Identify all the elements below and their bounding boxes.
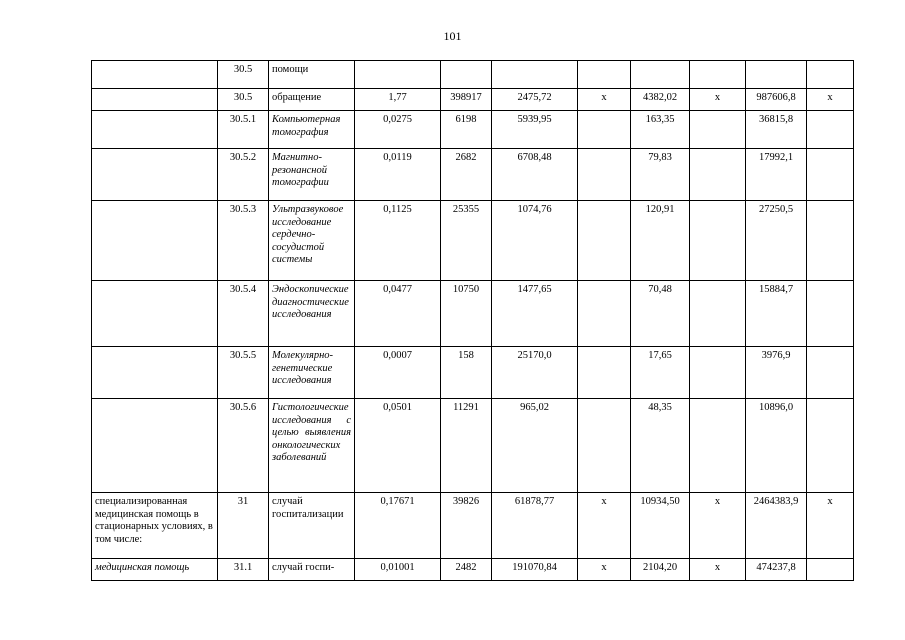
count-cell: 10750 (441, 281, 492, 347)
cost-x-cell (578, 61, 631, 89)
number-cell: 30.5.1 (218, 111, 269, 149)
norm-cell: 0,01001 (355, 559, 441, 581)
count-cell: 11291 (441, 399, 492, 493)
name-cell: помощи (269, 61, 355, 89)
table-row (92, 493, 854, 559)
table-row (92, 399, 854, 493)
number-cell: 30.5.6 (218, 399, 269, 493)
total-x-cell (807, 149, 854, 201)
norm-cell: 1,77 (355, 89, 441, 111)
cost-cell: 1074,76 (492, 201, 578, 281)
cost-cell: 6708,48 (492, 149, 578, 201)
cost-cell: 5939,95 (492, 111, 578, 149)
per-capita-cell: 10934,50 (631, 493, 690, 559)
cost-cell: 2475,72 (492, 89, 578, 111)
per-capita-x-cell (690, 61, 746, 89)
per-capita-cell: 70,48 (631, 281, 690, 347)
cost-cell: 965,02 (492, 399, 578, 493)
name-cell: Ультразвуковое исследование сердечно-сосудистой системы (269, 201, 355, 281)
profile-cell (92, 201, 218, 281)
count-cell: 25355 (441, 201, 492, 281)
count-cell: 2482 (441, 559, 492, 581)
total-x-cell (807, 559, 854, 581)
total-cell: 3976,9 (746, 347, 807, 399)
cost-x-cell (578, 149, 631, 201)
cost-x-cell: x (578, 559, 631, 581)
profile-cell (92, 149, 218, 201)
total-cell: 2464383,9 (746, 493, 807, 559)
count-cell: 39826 (441, 493, 492, 559)
name-cell: обращение (269, 89, 355, 111)
per-capita-cell: 163,35 (631, 111, 690, 149)
name-cell: случай госпи- (269, 559, 355, 581)
per-capita-x-cell: x (690, 493, 746, 559)
total-x-cell: x (807, 493, 854, 559)
count-cell: 158 (441, 347, 492, 399)
norm-cell: 0,0119 (355, 149, 441, 201)
per-capita-x-cell (690, 201, 746, 281)
cost-x-cell (578, 281, 631, 347)
cost-cell: 25170,0 (492, 347, 578, 399)
norm-cell: 0,0477 (355, 281, 441, 347)
cost-cell: 61878,77 (492, 493, 578, 559)
number-cell: 30.5.2 (218, 149, 269, 201)
cost-x-cell (578, 201, 631, 281)
per-capita-cell: 4382,02 (631, 89, 690, 111)
number-cell: 30.5.4 (218, 281, 269, 347)
count-cell (441, 61, 492, 89)
number-cell: 31.1 (218, 559, 269, 581)
per-capita-x-cell: x (690, 89, 746, 111)
total-x-cell (807, 111, 854, 149)
profile-cell (92, 111, 218, 149)
cost-x-cell: x (578, 493, 631, 559)
norm-cell: 0,0275 (355, 111, 441, 149)
norm-cell: 0,0007 (355, 347, 441, 399)
cost-x-cell (578, 111, 631, 149)
per-capita-x-cell (690, 399, 746, 493)
profile-cell: медицинская помощь (92, 559, 218, 581)
total-cell: 27250,5 (746, 201, 807, 281)
cost-cell (492, 61, 578, 89)
cost-x-cell (578, 347, 631, 399)
table-row (92, 281, 854, 347)
total-cell: 474237,8 (746, 559, 807, 581)
total-x-cell (807, 61, 854, 89)
name-cell: Эндоскопические диагностические исследования (269, 281, 355, 347)
page-number: 101 (443, 29, 462, 43)
total-cell: 36815,8 (746, 111, 807, 149)
total-cell: 15884,7 (746, 281, 807, 347)
table-row (92, 111, 854, 149)
name-cell: Молекулярно-генетические исследования (269, 347, 355, 399)
total-cell: 987606,8 (746, 89, 807, 111)
total-x-cell (807, 201, 854, 281)
norm-cell: 0,1125 (355, 201, 441, 281)
name-cell: Компьютерная томография (269, 111, 355, 149)
number-cell: 30.5.3 (218, 201, 269, 281)
per-capita-cell: 48,35 (631, 399, 690, 493)
total-x-cell (807, 399, 854, 493)
total-x-cell (807, 281, 854, 347)
per-capita-cell: 79,83 (631, 149, 690, 201)
table-row (92, 559, 854, 581)
norm-cell: 0,17671 (355, 493, 441, 559)
count-cell: 2682 (441, 149, 492, 201)
tariff-table (91, 60, 854, 581)
number-cell: 31 (218, 493, 269, 559)
profile-cell (92, 399, 218, 493)
number-cell: 30.5.5 (218, 347, 269, 399)
name-cell: Магнитно-резонансной томографии (269, 149, 355, 201)
name-cell: Гистологические исследования с целью выявления онкологических заболеваний (269, 399, 355, 493)
cost-x-cell (578, 399, 631, 493)
table-row (92, 201, 854, 281)
profile-cell (92, 347, 218, 399)
table-row (92, 149, 854, 201)
per-capita-x-cell (690, 281, 746, 347)
count-cell: 398917 (441, 89, 492, 111)
per-capita-x-cell (690, 149, 746, 201)
per-capita-x-cell (690, 111, 746, 149)
norm-cell (355, 61, 441, 89)
profile-cell (92, 89, 218, 111)
number-cell: 30.5 (218, 61, 269, 89)
table-row (92, 347, 854, 399)
profile-cell (92, 61, 218, 89)
number-cell: 30.5 (218, 89, 269, 111)
profile-cell (92, 281, 218, 347)
cost-cell: 191070,84 (492, 559, 578, 581)
table-row (92, 61, 854, 89)
norm-cell: 0,0501 (355, 399, 441, 493)
count-cell: 6198 (441, 111, 492, 149)
per-capita-cell: 120,91 (631, 201, 690, 281)
total-x-cell: x (807, 89, 854, 111)
per-capita-cell: 2104,20 (631, 559, 690, 581)
total-x-cell (807, 347, 854, 399)
profile-cell: специализированная медицинская помощь в стационарных условиях, в том числе: (92, 493, 218, 559)
total-cell: 17992,1 (746, 149, 807, 201)
total-cell (746, 61, 807, 89)
per-capita-cell: 17,65 (631, 347, 690, 399)
per-capita-x-cell: x (690, 559, 746, 581)
cost-cell: 1477,65 (492, 281, 578, 347)
total-cell: 10896,0 (746, 399, 807, 493)
cost-x-cell: x (578, 89, 631, 111)
per-capita-cell (631, 61, 690, 89)
table-row (92, 89, 854, 111)
name-cell: случай госпитализации (269, 493, 355, 559)
per-capita-x-cell (690, 347, 746, 399)
